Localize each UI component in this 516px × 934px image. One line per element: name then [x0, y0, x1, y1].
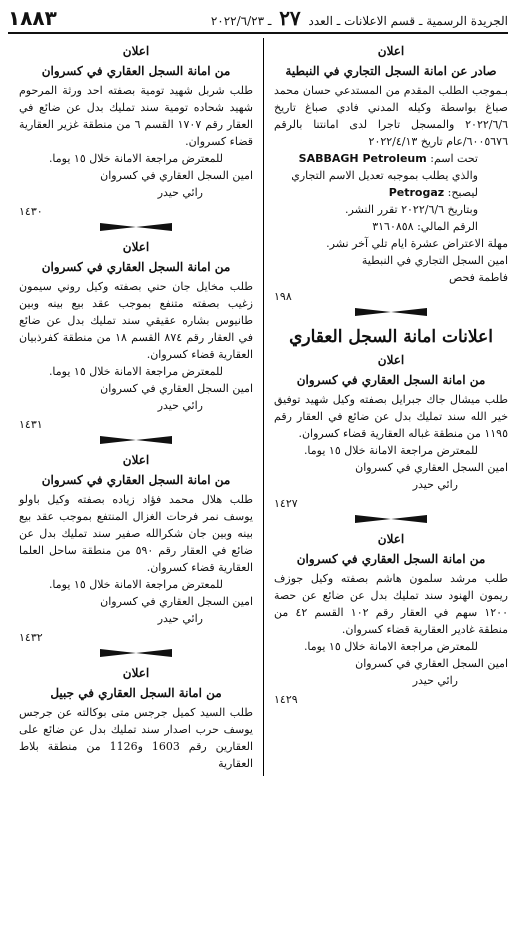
notice-title: صادر عن امانة السجل التجاري في النبطية	[285, 64, 497, 78]
notice-title: من امانة السجل العقاري في كسروان	[41, 473, 231, 487]
running-title-text: الجريدة الرسمية ـ قسم الاعلانات ـ العدد	[308, 14, 508, 28]
notice-label: اعلان	[122, 666, 150, 680]
registrar-name: رائي حيدر	[412, 478, 458, 491]
registrar-name: رائي حيدر	[157, 399, 203, 412]
registrar-name: فاطمة فحص	[449, 271, 508, 284]
right-column	[266, 38, 508, 776]
notice-line: مهلة الاعتراض عشرة ايام تلي آخر نشر.	[326, 237, 508, 250]
notice-line: للمعترض مراجعة الامانة خلال ١٥ يوما.	[48, 152, 223, 165]
notice-label: اعلان	[122, 453, 150, 467]
notice-line: وبتاريخ ٢٠٢٢/٦/٦ تقرر النشر.	[345, 203, 478, 216]
notice-line: الرقم المالي: ٣١٦٠٨٥٨	[372, 220, 478, 233]
notice-label: اعلان	[122, 240, 150, 254]
notice-label: اعلان	[377, 532, 405, 546]
notice-commercial-nabatieh	[274, 44, 508, 319]
running-title	[211, 6, 508, 30]
notice-ref: ١٤٣١	[19, 418, 43, 431]
notice-kesrouan-1432	[19, 453, 253, 660]
notice-title: من امانة السجل العقاري في كسروان	[41, 64, 231, 78]
notice-body: طلب السيد كميل جرجس متى بوكالته عن جرجس يوسف حرب اصدار سند تمليك بدل عن ضائع على العقارين رقم 1603 و1126 من منطقة بلاط العقارية	[19, 706, 254, 770]
trade-name-new: Petrogaz	[388, 186, 445, 199]
separator-ornament	[19, 646, 253, 660]
notice-kesrouan-1430	[19, 44, 253, 234]
notice-title: من امانة السجل العقاري في كسروان	[296, 373, 486, 387]
notice-ref: ١٤٣٢	[19, 631, 43, 644]
notice-label: اعلان	[377, 353, 405, 367]
page-number: ١٨٨٣	[8, 6, 57, 30]
left-column	[19, 38, 261, 776]
separator-ornament	[19, 220, 253, 234]
registrar-name: رائي حيدر	[412, 674, 458, 687]
notice-line: والذي يطلب بموجبه تعديل الاسم التجاري	[291, 169, 478, 182]
notice-title: من امانة السجل العقاري في كسروان	[41, 260, 231, 274]
notice-label: اعلان	[377, 44, 405, 58]
issue-number: ٢٧	[279, 6, 301, 30]
separator-ornament	[274, 512, 508, 526]
notice-body: طلب شربل شهيد تومية بصفته احد ورثة المرحوم شهيد شحاده تومية سند تمليك بدل عن ضائع في العقار رقم ١٧٠٧ القسم ٦ من منطقة غزير العقارية قضاء كسروان.	[19, 84, 253, 148]
registrar-title: امين السجل العقاري في كسروان	[355, 657, 508, 670]
section-heading: اعلانات امانة السجل العقاري	[289, 327, 493, 347]
notice-title: من امانة السجل العقاري في كسروان	[296, 552, 486, 566]
notice-body: طلب مرشد سلمون هاشم بصفته وكيل جوزف ريمون الهنود سند تمليك بدل عن ضائع عن حصة ١٢٠٠ سهم في العقار رقم ١٠٢ القسم ٤٢ من منطقة غادير العقارية قضاء كسروان.	[274, 572, 508, 636]
notice-line: للمعترض مراجعة الامانة خلال ١٥ يوما.	[48, 578, 223, 591]
registrar-title: امين السجل العقاري في كسروان	[355, 461, 508, 474]
notice-body: طلب مخايل جان حني بصفته وكيل روني سيمون زغيب بصفته متنفع بموجب عقد بيع بينه وبين طانيوس بشاره عقيقي سند تمليك بدل عن ضائع في العقار رقم ٨٧٤ القسم ١٨ من منطقة كفرذبيان العقارية قضاء كسروان.	[19, 280, 253, 361]
issue-date: ـ ٢٠٢٢/٦/٢٣	[210, 14, 272, 28]
trade-name-old: SABBAGH Petroleum	[298, 152, 427, 165]
separator-ornament	[19, 433, 253, 447]
page-header	[8, 6, 508, 34]
notice-ref: ١٤٢٧	[274, 497, 298, 510]
notice-kesrouan-1429	[274, 532, 508, 706]
notice-body: طلب ميشال جاك جبرايل بصفته وكيل شهيد توفيق خير الله سند تمليك بدل عن ضائع في العقار رقم ١١٩٥ من منطقة غباله العقارية قضاء كسروان.	[274, 393, 508, 440]
notice-line: للمعترض مراجعة الامانة خلال ١٥ يوما.	[48, 365, 223, 378]
notice-ref: ١٤٢٩	[274, 693, 298, 706]
registrar-title: امين السجل العقاري في كسروان	[100, 595, 253, 608]
separator-ornament	[274, 305, 508, 319]
notice-kesrouan-1431	[19, 240, 253, 447]
notice-line: تحت اسم: SABBAGH Petroleum	[298, 152, 478, 165]
registrar-name: رائي حيدر	[157, 186, 203, 199]
notice-line: للمعترض مراجعة الامانة خلال ١٥ يوما.	[303, 640, 478, 653]
column-divider	[263, 38, 264, 776]
registrar-title: امين السجل التجاري في النبطية	[361, 254, 508, 267]
registrar-title: امين السجل العقاري في كسروان	[100, 382, 253, 395]
notice-label: اعلان	[122, 44, 150, 58]
notice-ref: ١٩٨	[274, 290, 292, 303]
notice-kesrouan-1427	[274, 353, 508, 526]
notice-ref: ١٤٣٠	[19, 205, 43, 218]
registrar-name: رائي حيدر	[157, 612, 203, 625]
notice-body: بـموجب الطلب المقدم من المستدعي حسان محمد صباغ بواسطة وكيله المدني فادي صباغ تاريخ ٢٠٢٢/٦/٦ والمسجل تاجرا لدى امانتنا بالرقم ٦٠٠٥٦٧٦/عام تاريخ ٢٠٢٢/٤/١٣	[274, 84, 508, 148]
notice-jbeil	[19, 666, 253, 772]
registrar-title: امين السجل العقاري في كسروان	[100, 169, 253, 182]
notice-body: طلب هلال محمد فؤاد زياده بصفته وكيل باولو يوسف نمر فرحات الغزال المنتفع بموجب عقد بيع بينه وبين جان شكرالله صفير سند تمليك بدل عن ضائع في العقار رقم ٥٩٠ من منطقة ساحل العلما العقارية قضاء كسروان.	[19, 493, 253, 574]
notice-line: ليصبح: Petrogaz	[388, 186, 478, 199]
notice-line: للمعترض مراجعة الامانة خلال ١٥ يوما.	[303, 444, 478, 457]
columns	[8, 38, 508, 776]
notice-title: من امانة السجل العقاري في جبيل	[50, 686, 222, 700]
